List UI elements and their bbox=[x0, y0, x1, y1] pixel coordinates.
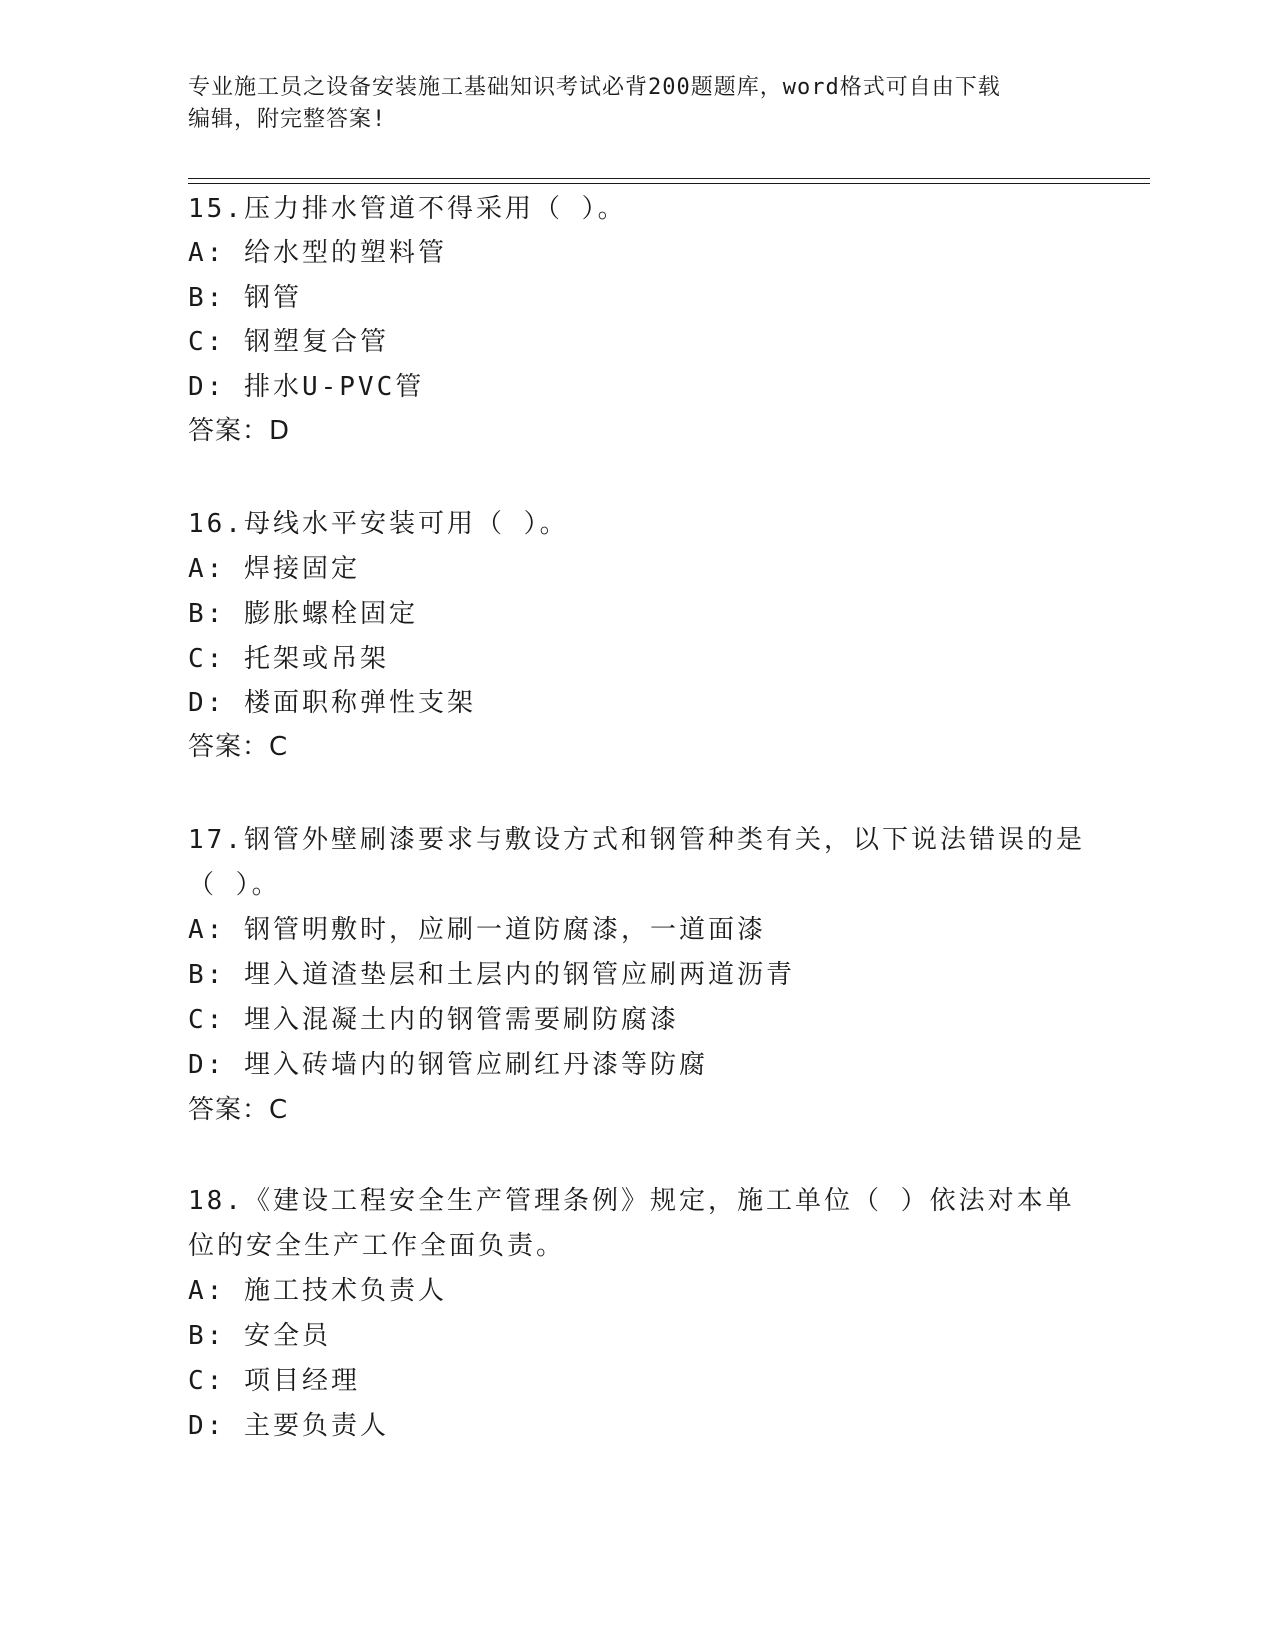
header-title-line-2: 编辑，附完整答案! bbox=[188, 107, 387, 132]
question-15-stem: 15.压力排水管道不得采用（ ）。 bbox=[188, 194, 627, 224]
question-15-answer: 答案：D bbox=[188, 416, 291, 446]
question-17-stem-line-2: （ ）。 bbox=[188, 870, 281, 900]
question-16-option-c: C: 托架或吊架 bbox=[188, 644, 389, 674]
question-16-stem: 16.母线水平安装可用（ ）。 bbox=[188, 509, 569, 539]
question-15-option-a: A: 给水型的塑料管 bbox=[188, 238, 447, 268]
question-16-option-d: D: 楼面职称弹性支架 bbox=[188, 688, 476, 718]
header-divider-top bbox=[188, 178, 1150, 179]
question-17-option-a: A: 钢管明敷时，应刷一道防腐漆，一道面漆 bbox=[188, 915, 766, 945]
header-divider-bottom bbox=[188, 183, 1150, 184]
header-title-line-1: 专业施工员之设备安装施工基础知识考试必背200题题库，word格式可自由下载 bbox=[188, 75, 1001, 100]
question-15-option-b: B: 钢管 bbox=[188, 283, 302, 313]
question-18-option-a: A: 施工技术负责人 bbox=[188, 1276, 447, 1306]
question-16-option-a: A: 焊接固定 bbox=[188, 554, 360, 584]
question-17-stem-line-1: 17.钢管外壁刷漆要求与敷设方式和钢管种类有关，以下说法错误的是 bbox=[188, 825, 1085, 855]
question-17-option-b: B: 埋入道渣垫层和土层内的钢管应刷两道沥青 bbox=[188, 960, 795, 990]
question-18-stem-line-2: 位的安全生产工作全面负责。 bbox=[188, 1231, 566, 1261]
question-17-option-c: C: 埋入混凝土内的钢管需要刷防腐漆 bbox=[188, 1005, 679, 1035]
question-17-answer: 答案：C bbox=[188, 1095, 289, 1125]
question-18-option-d: D: 主要负责人 bbox=[188, 1411, 389, 1441]
document-header bbox=[188, 72, 1088, 136]
question-15-option-d: D: 排水U-PVC管 bbox=[188, 372, 425, 402]
question-18-stem-line-1: 18.《建设工程安全生产管理条例》规定，施工单位（ ）依法对本单 bbox=[188, 1186, 1075, 1216]
question-15-option-c: C: 钢塑复合管 bbox=[188, 327, 389, 357]
question-16-answer: 答案：C bbox=[188, 732, 289, 762]
question-17-option-d: D: 埋入砖墙内的钢管应刷红丹漆等防腐 bbox=[188, 1050, 708, 1080]
question-18-option-c: C: 项目经理 bbox=[188, 1366, 360, 1396]
question-16-option-b: B: 膨胀螺栓固定 bbox=[188, 599, 418, 629]
question-18-option-b: B: 安全员 bbox=[188, 1321, 331, 1351]
